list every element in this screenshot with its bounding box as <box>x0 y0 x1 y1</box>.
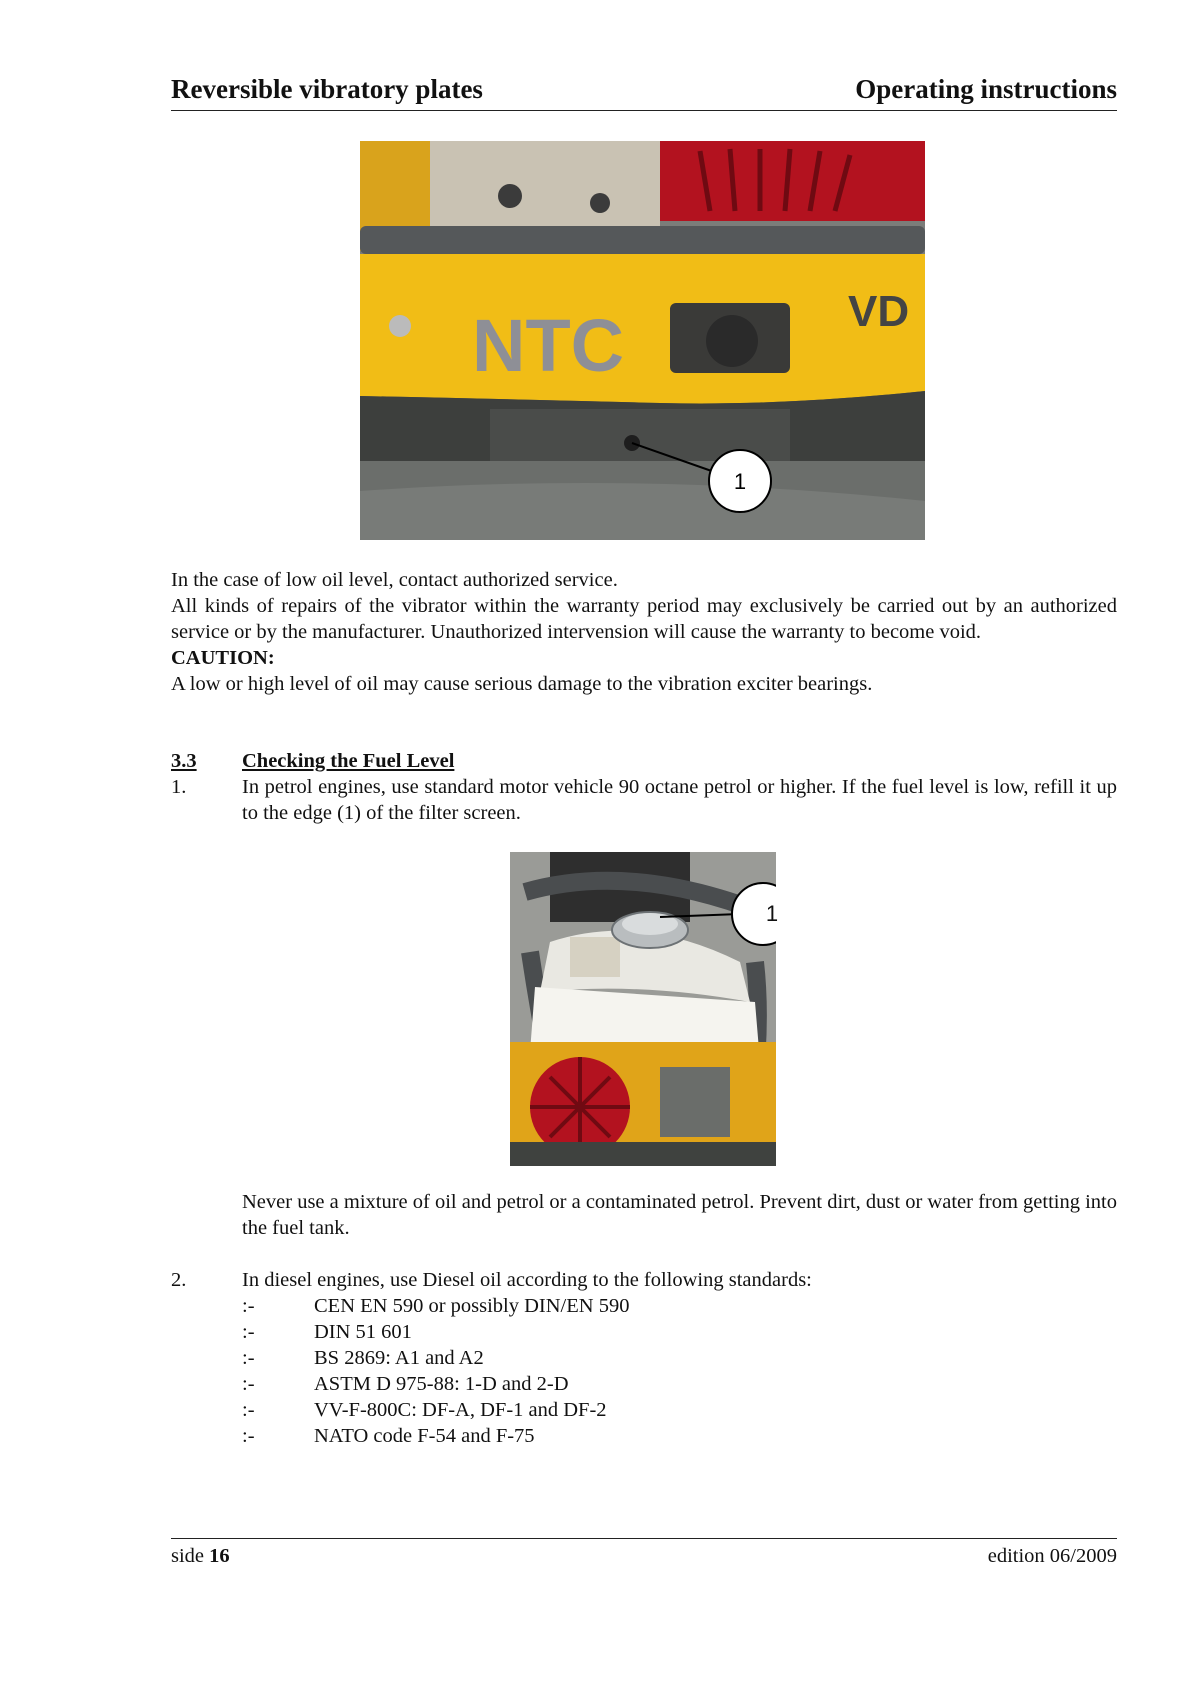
edition-label: edition 06/2009 <box>987 1545 1117 1567</box>
caution-label: CAUTION: <box>171 647 275 669</box>
list-bullet: :- <box>242 1373 255 1395</box>
page-header <box>171 74 1117 111</box>
intro-block <box>171 567 1117 697</box>
callout-2: 1 <box>765 901 779 926</box>
list-bullet: :- <box>242 1321 255 1343</box>
section-title: Checking the Fuel Level <box>242 750 455 772</box>
fuel-contamination-note: Never use a mixture of oil and petrol or a contaminated petrol. Prevent dirt, dust or water from getting into the fuel tank. <box>242 1191 1117 1239</box>
caution-text: A low or high level of oil may cause serious damage to the vibration exciter bearings. <box>171 673 873 695</box>
item-1-text: In petrol engines, use standard motor vehicle 90 octane petrol or higher. If the fuel level is low, refill it up to the edge (1) of the filter screen. <box>242 776 1117 824</box>
list-bullet: :- <box>242 1425 255 1447</box>
header-title: Reversible vibratory plates <box>171 74 483 104</box>
section-number: 3.3 <box>171 750 197 772</box>
list-bullet: :- <box>242 1295 255 1317</box>
item-2-text: In diesel engines, use Diesel oil according to the following standards: <box>242 1269 812 1291</box>
list-item: VV-F-800C: DF-A, DF-1 and DF-2 <box>314 1399 607 1421</box>
list-bullet: :- <box>242 1399 255 1421</box>
fuel-tank-illustration <box>510 852 776 1166</box>
model-mark: VD <box>848 287 910 336</box>
header-section: Operating instructions <box>855 74 1117 104</box>
page-number: 16 <box>209 1545 230 1567</box>
list-item: ASTM D 975-88: 1-D and 2-D <box>314 1373 569 1395</box>
list-bullet: :- <box>242 1347 255 1369</box>
list-item: BS 2869: A1 and A2 <box>314 1347 484 1369</box>
fuel-tank-photo <box>510 852 776 1166</box>
list-item: DIN 51 601 <box>314 1321 412 1343</box>
page-footer <box>171 1538 1117 1567</box>
vibrator-oil-plug-photo <box>360 141 925 540</box>
item-2-number: 2. <box>171 1269 187 1291</box>
item-1-number: 1. <box>171 776 187 798</box>
callout-1: 1 <box>733 469 747 494</box>
ntc-brand-mark: NTC <box>472 304 625 387</box>
warranty-paragraph: All kinds of repairs of the vibrator within the warranty period may exclusively be carried out by an authorized service or by the manufacturer. Unauthorized intervension will cause the warranty to become void. <box>171 595 1117 643</box>
side-label: side <box>171 1545 205 1567</box>
oil-level-note: In the case of low oil level, contact authorized service. <box>171 569 618 591</box>
list-item: CEN EN 590 or possibly DIN/EN 590 <box>314 1295 630 1317</box>
list-item: NATO code F-54 and F-75 <box>314 1425 535 1447</box>
page-number-label <box>171 1545 230 1568</box>
vibrator-illustration <box>360 141 925 540</box>
